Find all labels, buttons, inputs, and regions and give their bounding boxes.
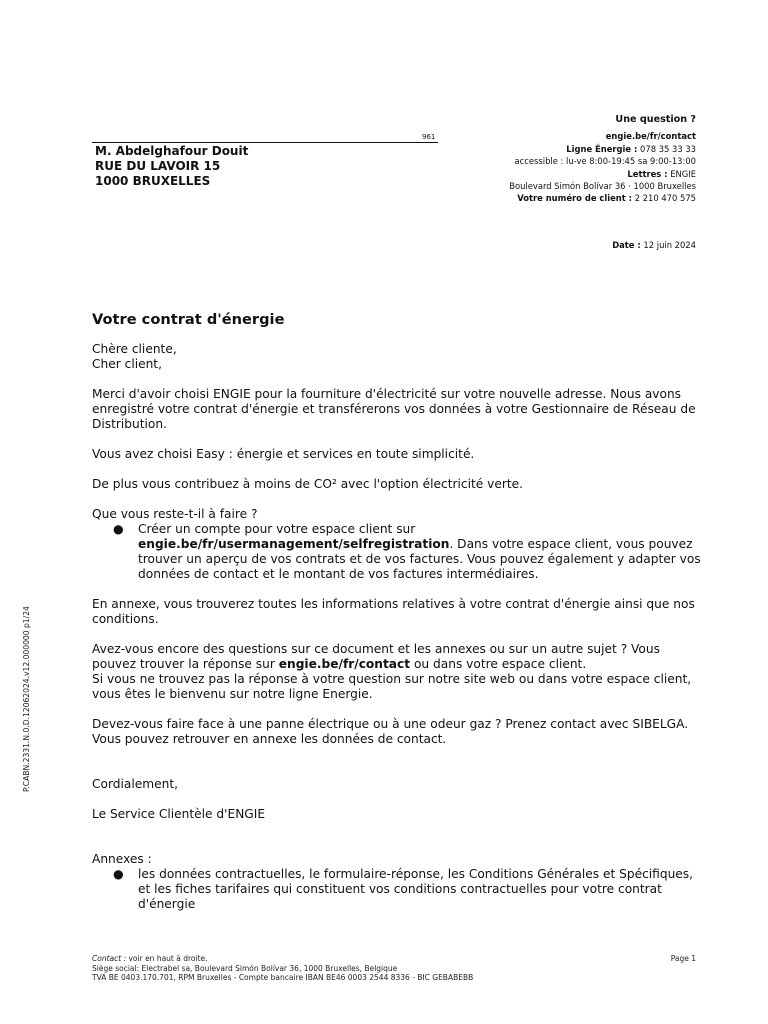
intro-paragraph: Merci d'avoir choisi ENGIE pour la fourniture d'électricité sur votre nouvelle adresse. Nous avons enregistré votre contrat d'énergie et transférerons vos données à votre Gestionnaire de Réseau de Distribution. — [92, 387, 696, 431]
annexes-list-item — [92, 867, 702, 912]
bullet-icon: ● — [113, 522, 124, 536]
todo-text-start: Créer un compte pour votre espace client sur — [138, 522, 416, 536]
energy-line-paragraph: Si vous ne trouvez pas la réponse à votre question sur notre site web ou dans votre espace client, vous êtes le bienvenu sur notre ligne Energie. — [92, 672, 692, 701]
recipient-name: M. Abdelghafour Douit — [95, 144, 249, 158]
document-reference: P.CABN.2331.N.0.D.12062024.v12.000000 p1/24 — [22, 606, 31, 792]
date-value: 12 juin 2024 — [643, 240, 696, 250]
energy-line-label: Ligne Énergie : — [566, 143, 638, 154]
todo-list-item — [92, 522, 702, 582]
footer-contact-text: voir en haut à droite. — [128, 954, 208, 963]
client-number-line — [396, 192, 696, 204]
footer-vat-bank: TVA BE 0403.170.701, RPM Bruxelles - Compte bancaire IBAN BE46 0003 2544 8336 - BIC GEBABEBB — [92, 973, 474, 983]
contact-link[interactable]: engie.be/fr/contact — [278, 657, 411, 671]
greeting-female: Chère cliente, — [92, 342, 177, 356]
contact-website-link[interactable]: engie.be/fr/contact — [605, 131, 696, 142]
footer-contact-line — [92, 954, 696, 964]
contact-block — [396, 114, 696, 205]
footer-contact-label: Contact : — [92, 954, 127, 963]
questions-text-end: ou dans votre espace client. — [413, 657, 587, 671]
greeting-male: Cher client, — [92, 357, 162, 371]
letter-body — [92, 342, 702, 912]
contact-address: Boulevard Simón Bolívar 36 · 1000 Bruxelles — [509, 181, 696, 192]
letters-label: Lettres : — [627, 168, 668, 179]
letter-date — [612, 240, 696, 250]
todo-intro: Que vous reste-t-il à faire ? — [92, 507, 258, 521]
contact-title: Une question ? — [615, 114, 696, 125]
annexes-label: Annexes : — [92, 852, 152, 866]
annex-paragraph: En annexe, vous trouverez toutes les informations relatives à votre contrat d'énergie ainsi que nos conditions. — [92, 597, 695, 626]
easy-paragraph: Vous avez choisi Easy : énergie et services en toute simplicité. — [92, 447, 475, 461]
recipient-city: 1000 BRUXELLES — [95, 173, 211, 188]
letter-title: Votre contrat d'énergie — [92, 311, 285, 328]
signature: Le Service Clientèle d'ENGIE — [92, 807, 266, 821]
recipient-address — [95, 144, 248, 188]
address-separator-line — [92, 142, 438, 143]
questions-text-start: Avez-vous encore des questions sur ce document et les annexes ou sur un autre sujet ? Vous pouvez trouver la réponse sur — [92, 642, 660, 671]
todo-text-end: . Dans votre espace client, vous pouvez trouver un aperçu de vos contrats et de vos factures. Vous pouvez également y adapter vos données de contact et le montant de vos factures intermédiaires. — [138, 537, 701, 581]
energy-line — [396, 143, 696, 155]
annexes-text: les données contractuelles, le formulaire-réponse, les Conditions Générales et Spécifiques, et les fiches tarifaires qui constituent vos conditions contractuelles pour votre contrat d'énergie — [138, 867, 694, 911]
recipient-street: RUE DU LAVOIR 15 — [95, 158, 221, 173]
questions-paragraph — [92, 642, 702, 672]
contact-hours: accessible : lu-ve 8:00-19:45 sa 9:00-13:00 — [514, 156, 696, 167]
self-registration-link[interactable]: engie.be/fr/usermanagement/selfregistration — [138, 537, 450, 551]
letters-line — [396, 168, 696, 180]
client-number-value: 2 210 470 575 — [634, 193, 696, 204]
page-number: Page 1 — [670, 954, 696, 963]
routing-code: 961 — [422, 133, 436, 141]
bullet-icon: ● — [113, 867, 124, 881]
green-option-paragraph: De plus vous contribuez à moins de CO² avec l'option électricité verte. — [92, 477, 523, 491]
client-number-label: Votre numéro de client : — [517, 193, 633, 204]
outage-paragraph: Devez-vous faire face à une panne électrique ou à une odeur gaz ? Prenez contact avec SIBELGA. Vous pouvez retrouver en annexe les données de contact. — [92, 717, 689, 746]
energy-line-number[interactable]: 078 35 33 33 — [640, 143, 696, 154]
closing: Cordialement, — [92, 777, 178, 791]
letters-value: ENGIE — [670, 168, 696, 179]
footer-registered-office: Siège social: Electrabel sa, Boulevard Simón Bolívar 36, 1000 Bruxelles, Belgique — [92, 963, 398, 973]
date-label: Date : — [612, 240, 641, 250]
footer — [92, 954, 696, 983]
